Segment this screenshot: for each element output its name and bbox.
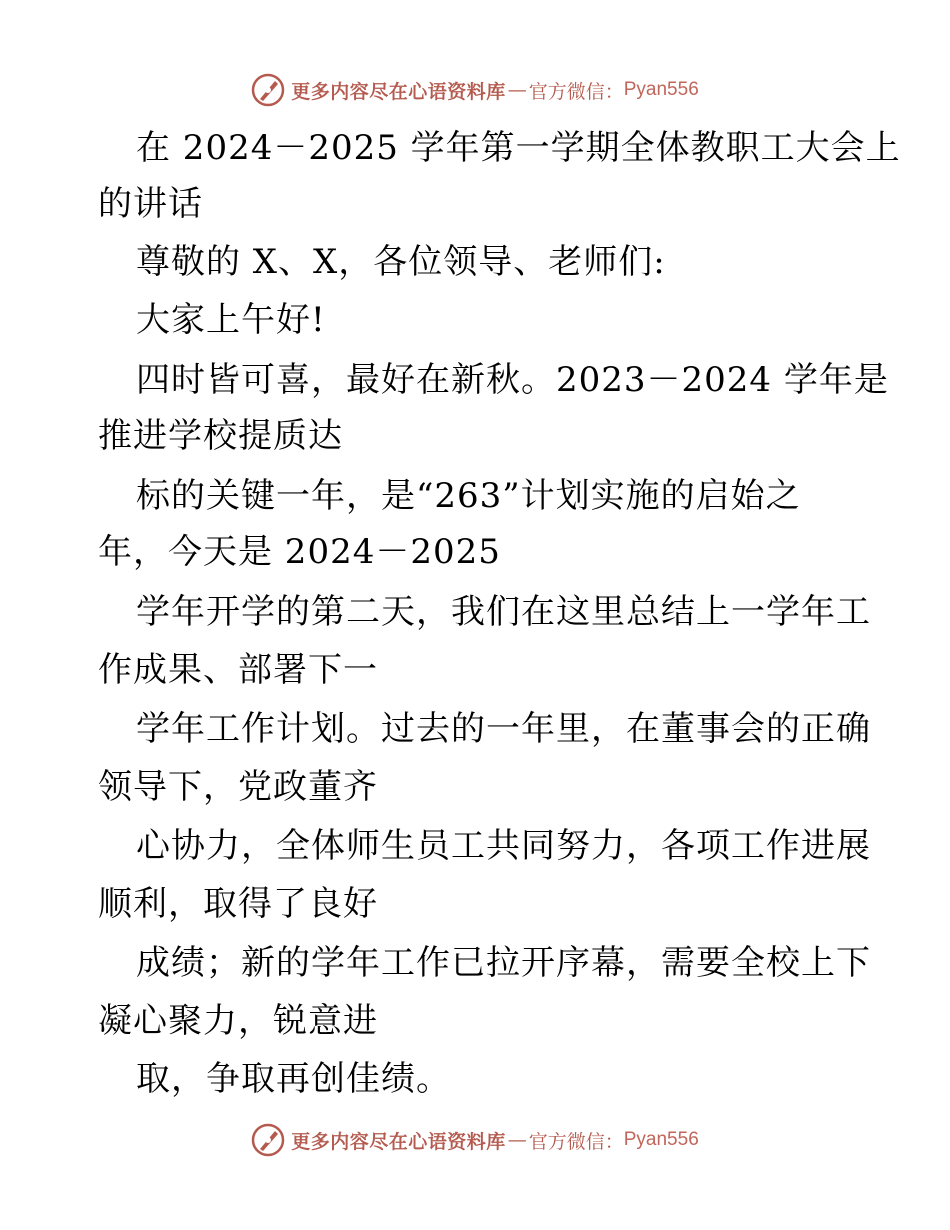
paragraph-line: 成绩；新的学年工作已拉开序幕，需要全校上下: [136, 943, 871, 983]
watermark-id: Pyan556: [623, 1129, 699, 1150]
watermark-label: 官方微信：: [528, 1130, 624, 1153]
watermark-main-text: 更多内容尽在心语资料库: [291, 80, 506, 103]
paragraph-line: 学年工作计划。过去的一年里，在董事会的正确: [136, 709, 871, 749]
paragraph-line: 领导下，党政董齐: [98, 767, 378, 807]
watermark-dash: —: [507, 79, 527, 101]
watermark-main-text: 更多内容尽在心语资料库: [291, 1130, 506, 1153]
paragraph-line: 推进学校提质达: [98, 416, 343, 456]
paragraph-line: 四时皆可喜，最好在新秋。2023－2024 学年是: [136, 360, 889, 400]
watermark-id: Pyan556: [623, 79, 699, 100]
paragraph-line: 学年开学的第二天，我们在这里总结上一学年工: [136, 592, 871, 632]
title-line-2: 的讲话: [98, 184, 203, 224]
greeting-line: 大家上午好!: [136, 300, 326, 340]
watermark-label: 官方微信：: [528, 80, 624, 103]
salutation-line: 尊敬的 X、X，各位领导、老师们:: [136, 242, 666, 282]
footer-watermark: [0, 1120, 950, 1160]
quill-pen-logo-icon: [251, 1123, 285, 1157]
paragraph-line: 取，争取再创佳绩。: [136, 1059, 451, 1099]
title-line-1: 在 2024－2025 学年第一学期全体教职工大会上: [136, 128, 901, 168]
watermark-dash: —: [507, 1129, 527, 1151]
quill-pen-logo-icon: [251, 73, 285, 107]
header-watermark: [0, 70, 950, 110]
paragraph-line: 标的关键一年，是“263”计划实施的启始之: [136, 476, 801, 516]
paragraph-line: 凝心聚力，锐意进: [98, 1001, 378, 1041]
paragraph-line: 年，今天是 2024－2025: [98, 532, 501, 572]
paragraph-line: 作成果、部署下一: [98, 650, 378, 690]
paragraph-line: 顺利，取得了良好: [98, 884, 378, 924]
paragraph-line: 心协力，全体师生员工共同努力，各项工作进展: [136, 826, 871, 866]
